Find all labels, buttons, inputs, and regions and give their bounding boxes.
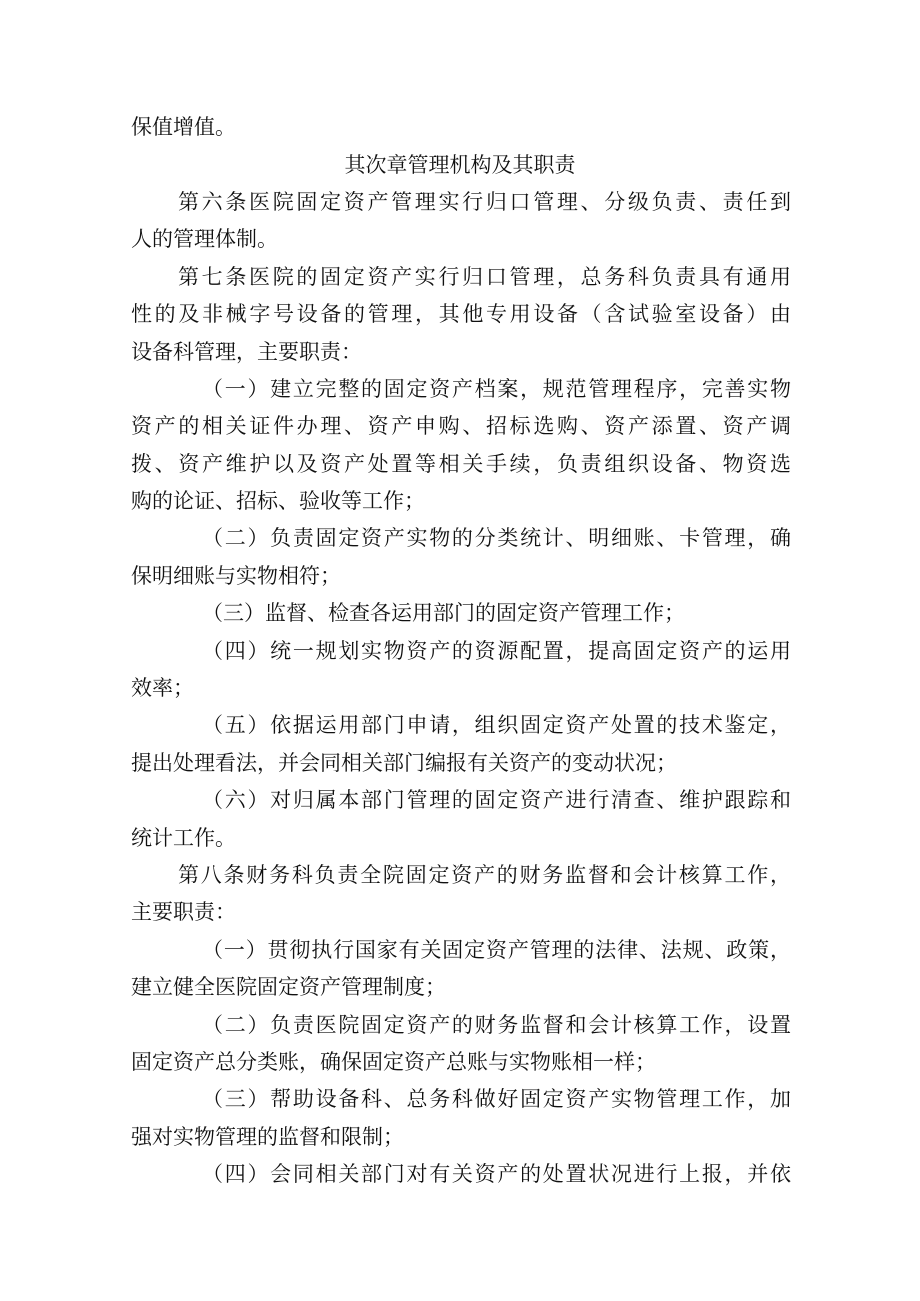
list-item-line: （一）贯彻执行国家有关固定资产管理的法律、法规、政策， xyxy=(202,938,791,962)
body-line: 保明细账与实物相符； xyxy=(131,564,341,588)
article-7-line: 第七条医院的固定资产实行归口管理，总务科负责具有通用 xyxy=(178,265,791,289)
list-item-line: （五）依据运用部门申请，组织固定资产处置的技术鉴定， xyxy=(202,713,791,737)
body-line: 固定资产总分类账，确保固定资产总账与实物账相一样； xyxy=(131,1050,656,1074)
body-line: 主要职责： xyxy=(131,900,236,924)
body-line: 保值增值。 xyxy=(131,115,236,139)
body-line: 人的管理体制。 xyxy=(131,227,278,251)
body-line: 资产的相关证件办理、资产申购、招标选购、资产添置、资产调 xyxy=(131,414,791,438)
body-line: 效率； xyxy=(131,676,194,700)
list-item-line: （四）统一规划实物资产的资源配置，提高固定资产的运用 xyxy=(202,639,791,663)
body-line: 提出处理看法，并会同相关部门编报有关资产的变动状况； xyxy=(131,751,677,775)
body-line: 性的及非械字号设备的管理，其他专用设备（含试验室设备）由 xyxy=(131,302,791,326)
body-line: 强对实物管理的监督和限制； xyxy=(131,1125,404,1149)
list-item-line: （三）监督、检查各运用部门的固定资产管理工作； xyxy=(202,601,685,625)
list-item-line: （二）负责医院固定资产的财务监督和会计核算工作，设置 xyxy=(202,1013,791,1037)
list-item-line: （六）对归属本部门管理的固定资产进行清查、维护跟踪和 xyxy=(202,788,791,812)
body-line: 统计工作。 xyxy=(131,826,236,850)
body-line: 建立健全医院固定资产管理制度； xyxy=(131,975,446,999)
body-line: 购的论证、招标、验收等工作； xyxy=(131,489,425,513)
list-item-line: （三）帮助设备科、总务科做好固定资产实物管理工作，加 xyxy=(202,1087,791,1111)
chapter-heading: 其次章管理机构及其职责 xyxy=(344,153,576,177)
body-line: 设备科管理，主要职责： xyxy=(131,340,362,364)
list-item-line: （四）会同相关部门对有关资产的处置状况进行上报，并依 xyxy=(202,1162,791,1186)
article-6-line: 第六条医院固定资产管理实行归口管理、分级负责、责任到 xyxy=(178,190,791,214)
body-line: 拨、资产维护以及资产处置等相关手续，负责组织设备、物资选 xyxy=(131,452,791,476)
list-item-line: （二）负责固定资产实物的分类统计、明细账、卡管理，确 xyxy=(202,526,791,550)
article-8-line: 第八条财务科负责全院固定资产的财务监督和会计核算工作， xyxy=(178,863,791,887)
list-item-line: （一）建立完整的固定资产档案，规范管理程序，完善实物 xyxy=(202,377,791,401)
